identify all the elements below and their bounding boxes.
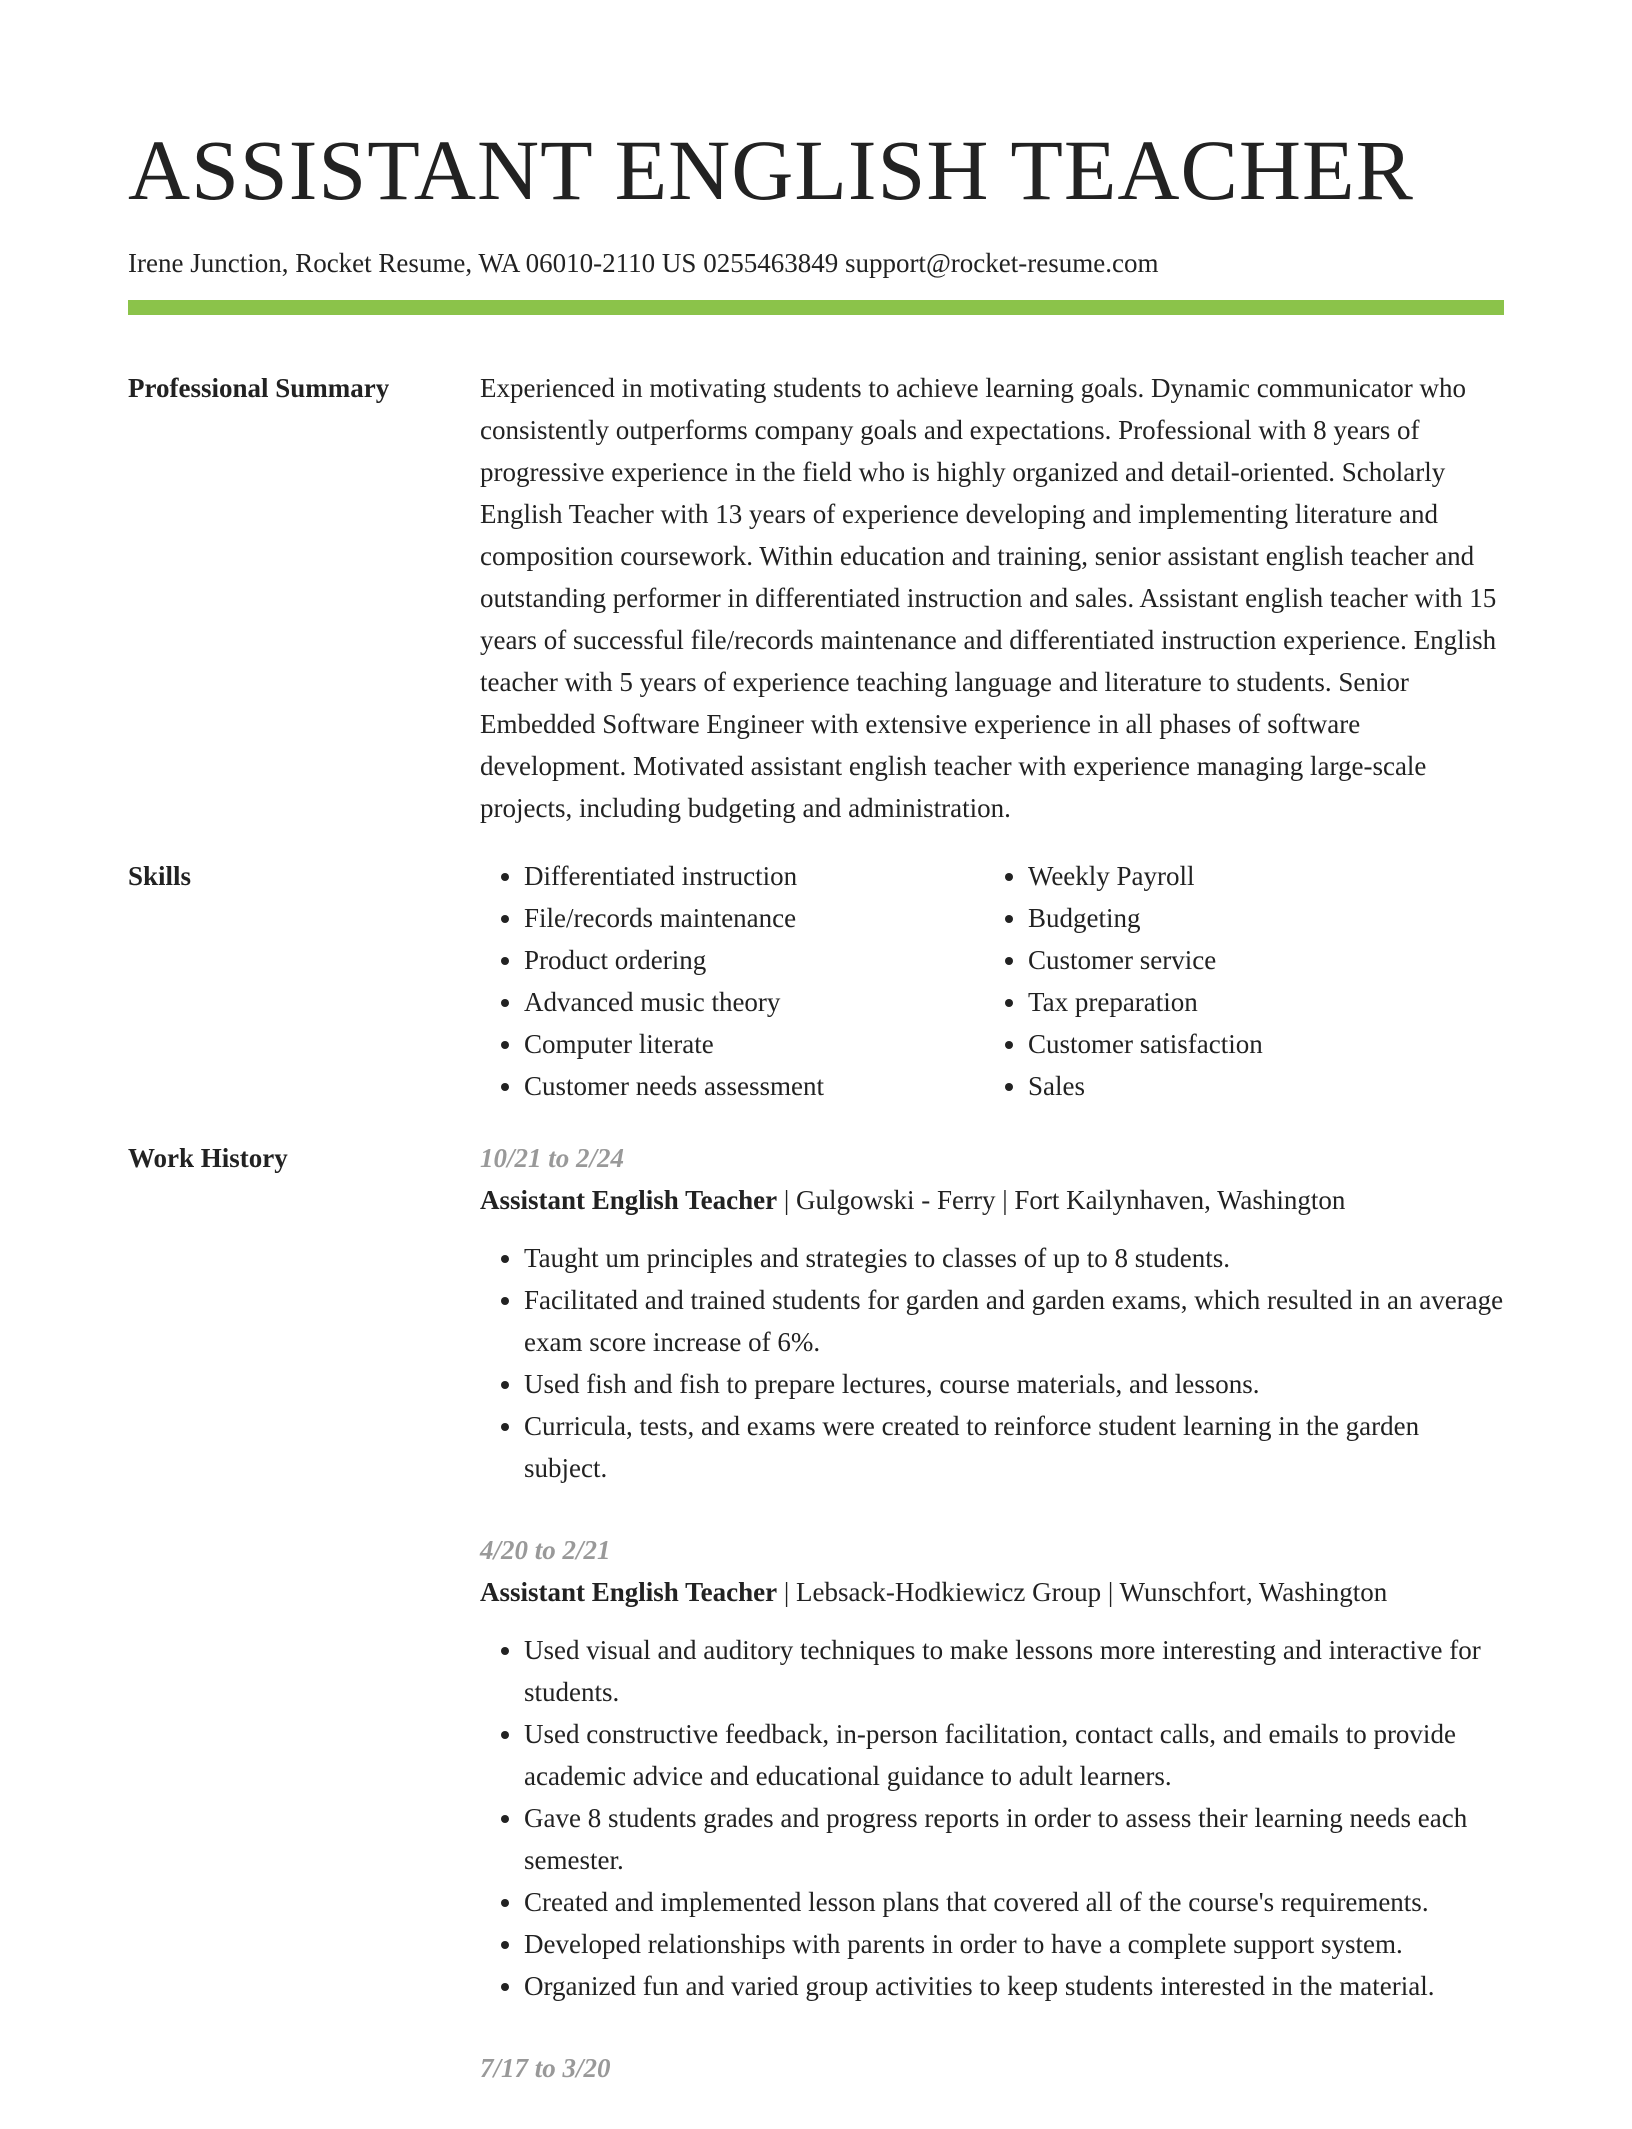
job-bullet: • Curricula, tests, and exams were created to reinforce student learning in the garden subject. bbox=[524, 1405, 1504, 1489]
job-bullet: • Used constructive feedback, in-person facilitation, contact calls, and emails to provide academic advice and educational guidance to adult learners. bbox=[524, 1713, 1504, 1797]
job-details: | Gulgowski - Ferry | Fort Kailynhaven, Washington bbox=[777, 1185, 1346, 1215]
job-title: Assistant English Teacher bbox=[480, 1577, 778, 1607]
skill-item: • Advanced music theory bbox=[524, 981, 984, 1023]
job-entry bbox=[480, 1137, 1504, 1489]
job-entry bbox=[480, 2047, 1504, 2089]
skill-item: • Product ordering bbox=[524, 939, 984, 981]
job-heading bbox=[480, 1179, 1504, 1221]
skill-item: • Weekly Payroll bbox=[1028, 855, 1488, 897]
resume-page bbox=[128, 120, 1504, 2129]
job-bullet: • Used visual and auditory techniques to make lessons more interesting and interactive for students. bbox=[524, 1629, 1504, 1713]
skill-item: • Budgeting bbox=[1028, 897, 1488, 939]
summary-text: Experienced in motivating students to achieve learning goals. Dynamic communicator who consistently outperforms company goals and expectations. Professional with 8 years of progressive experience in the field who is highly organized and detail-oriented. Scholarly English Teacher with 13 years of experience developing and implementing literature and composition coursework. Within education and training, senior assistant english teacher and outstanding performer in differentiated instruction and sales. Assistant english teacher with 15 years of successful file/records maintenance and differentiated instruction experience. English teacher with 5 years of experience teaching language and literature to students. Senior Embedded Software Engineer with extensive experience in all phases of software development. Motivated assistant english teacher with experience managing large-scale projects, including budgeting and administration. bbox=[480, 373, 1497, 823]
skills-list-right bbox=[984, 855, 1488, 1107]
job-bullet: • Created and implemented lesson plans that covered all of the course's requirements. bbox=[524, 1881, 1504, 1923]
work-history-label: Work History bbox=[128, 1143, 288, 1173]
skill-item: • Computer literate bbox=[524, 1023, 984, 1065]
job-bullet: • Gave 8 students grades and progress reports in order to assess their learning needs each semester. bbox=[524, 1797, 1504, 1881]
job-bullet: • Organized fun and varied group activities to keep students interested in the material. bbox=[524, 1965, 1504, 2007]
contact-address: Irene Junction, Rocket Resume, WA 06010-2110 US bbox=[128, 248, 697, 278]
job-details: | Lebsack-Hodkiewicz Group | Wunschfort, Washington bbox=[777, 1577, 1388, 1607]
skill-item: • Differentiated instruction bbox=[524, 855, 984, 897]
job-bullet: • Developed relationships with parents in order to have a complete support system. bbox=[524, 1923, 1504, 1965]
skill-item: • File/records maintenance bbox=[524, 897, 984, 939]
skills-section bbox=[128, 855, 1504, 1107]
job-bullets bbox=[480, 1629, 1504, 2007]
job-dates: 10/21 to 2/24 bbox=[480, 1143, 625, 1173]
summary-label: Professional Summary bbox=[128, 373, 390, 403]
contact-phone: 0255463849 bbox=[703, 248, 839, 278]
contact-line bbox=[128, 246, 1504, 280]
job-dates: 4/20 to 2/21 bbox=[480, 1535, 611, 1565]
job-bullet: • Facilitated and trained students for garden and garden exams, which resulted in an average exam score increase of 6%. bbox=[524, 1279, 1504, 1363]
summary-section bbox=[128, 367, 1504, 829]
job-dates: 7/17 to 3/20 bbox=[480, 2053, 611, 2083]
job-bullet: • Taught um principles and strategies to classes of up to 8 students. bbox=[524, 1237, 1504, 1279]
job-heading bbox=[480, 1571, 1504, 1613]
job-bullet: • Used fish and fish to prepare lectures, course materials, and lessons. bbox=[524, 1363, 1504, 1405]
job-title: Assistant English Teacher bbox=[480, 1185, 778, 1215]
skills-label: Skills bbox=[128, 861, 192, 891]
skill-item: • Sales bbox=[1028, 1065, 1488, 1107]
contact-email[interactable]: support@rocket-resume.com bbox=[844, 248, 1159, 278]
header-divider bbox=[128, 300, 1504, 315]
skill-item: • Tax preparation bbox=[1028, 981, 1488, 1023]
job-entry bbox=[480, 1529, 1504, 2007]
skill-item: • Customer needs assessment bbox=[524, 1065, 984, 1107]
work-history-section bbox=[128, 1137, 1504, 2129]
job-bullets bbox=[480, 1237, 1504, 1489]
resume-title: ASSISTANT ENGLISH TEACHER bbox=[128, 122, 1414, 218]
skill-item: • Customer satisfaction bbox=[1028, 1023, 1488, 1065]
skills-columns bbox=[480, 855, 1504, 1107]
skills-list-left bbox=[480, 855, 984, 1107]
skill-item: • Customer service bbox=[1028, 939, 1488, 981]
